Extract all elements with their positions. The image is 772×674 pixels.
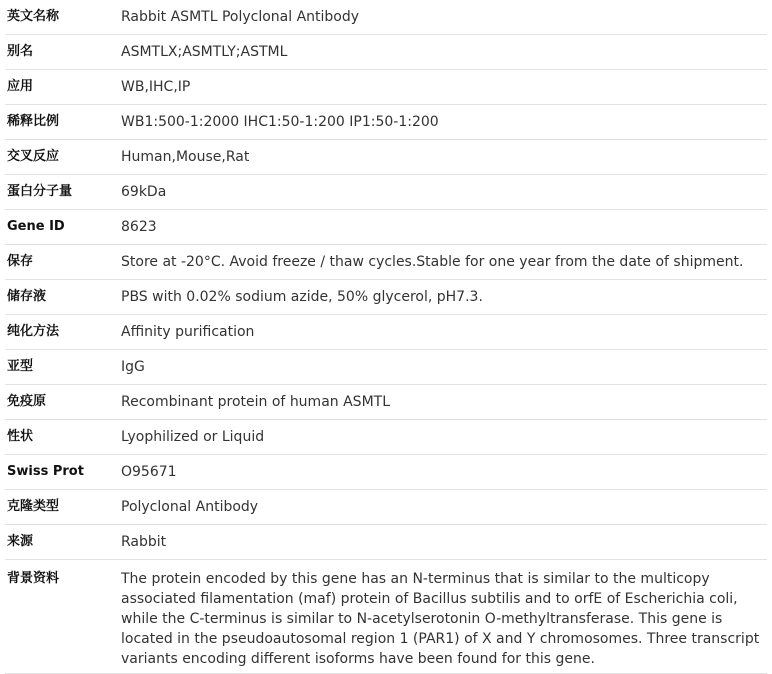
spec-label: 储存液: [7, 289, 47, 304]
spec-row-clonality: [5, 490, 767, 525]
spec-label: 保存: [7, 254, 34, 269]
spec-value: Store at -20°C. Avoid freeze / thaw cycles.Stable for one year from the date of shipment.: [121, 254, 744, 270]
spec-label: Swiss Prot: [7, 464, 84, 479]
spec-row-purification: [5, 315, 767, 350]
spec-row-molecular-weight: [5, 175, 767, 210]
spec-value: Affinity purification: [121, 324, 255, 340]
spec-row-immunogen: [5, 385, 767, 420]
spec-row-dilution: [5, 105, 767, 140]
spec-value: Rabbit ASMTL Polyclonal Antibody: [121, 9, 360, 25]
spec-row-isotype: [5, 350, 767, 385]
spec-row-buffer: [5, 280, 767, 315]
spec-value: Lyophilized or Liquid: [121, 429, 265, 445]
spec-row-english-name: [5, 0, 767, 35]
spec-value: The protein encoded by this gene has an N-terminus that is similar to the multicopy associated filamentation (maf) protein of Bacillus subtilis and to orfE of Escherichia coli, while the C-terminus is similar to N-acetylserotonin O-methyltransferase. This gene is located in the pseudoautosomal region 1 (PAR1) of X and Y chromosomes. Three transcript variants encoding different isoforms have been found for this gene.: [121, 571, 760, 667]
spec-row-background: [5, 560, 767, 674]
spec-row-storage: [5, 245, 767, 280]
spec-row-form: [5, 420, 767, 455]
spec-label: 来源: [7, 534, 34, 549]
spec-label: 免疫原: [7, 394, 47, 409]
spec-row-gene-id: [5, 210, 767, 245]
product-spec-table: [5, 0, 767, 674]
spec-row-swiss-prot: [5, 455, 767, 490]
spec-label: Gene ID: [7, 219, 65, 234]
spec-value: ASMTLX;ASMTLY;ASTML: [121, 44, 288, 60]
spec-value: PBS with 0.02% sodium azide, 50% glycerol, pH7.3.: [121, 289, 483, 305]
spec-label: 背景资料: [7, 571, 60, 586]
spec-label: 亚型: [7, 359, 34, 374]
spec-value: Human,Mouse,Rat: [121, 149, 250, 165]
spec-value: 8623: [121, 219, 157, 235]
spec-label: 克隆类型: [7, 499, 60, 514]
spec-label: 应用: [7, 79, 34, 94]
spec-row-host: [5, 525, 767, 560]
spec-row-alias: [5, 35, 767, 70]
spec-value: 69kDa: [121, 184, 167, 200]
spec-label: 交叉反应: [7, 149, 60, 164]
spec-label: 蛋白分子量: [7, 184, 73, 199]
spec-value: WB1:500-1:2000 IHC1:50-1:200 IP1:50-1:200: [121, 114, 439, 130]
spec-label: 英文名称: [7, 9, 60, 24]
spec-value: Rabbit: [121, 534, 167, 550]
spec-label: 别名: [7, 44, 34, 59]
spec-value: IgG: [121, 359, 145, 375]
spec-label: 稀释比例: [7, 114, 60, 129]
spec-value: Recombinant protein of human ASMTL: [121, 394, 390, 410]
spec-label: 性状: [7, 429, 34, 444]
spec-row-application: [5, 70, 767, 105]
spec-row-reactivity: [5, 140, 767, 175]
spec-label: 纯化方法: [7, 324, 60, 339]
spec-value: WB,IHC,IP: [121, 79, 191, 95]
spec-value: O95671: [121, 464, 177, 480]
spec-value: Polyclonal Antibody: [121, 499, 259, 515]
